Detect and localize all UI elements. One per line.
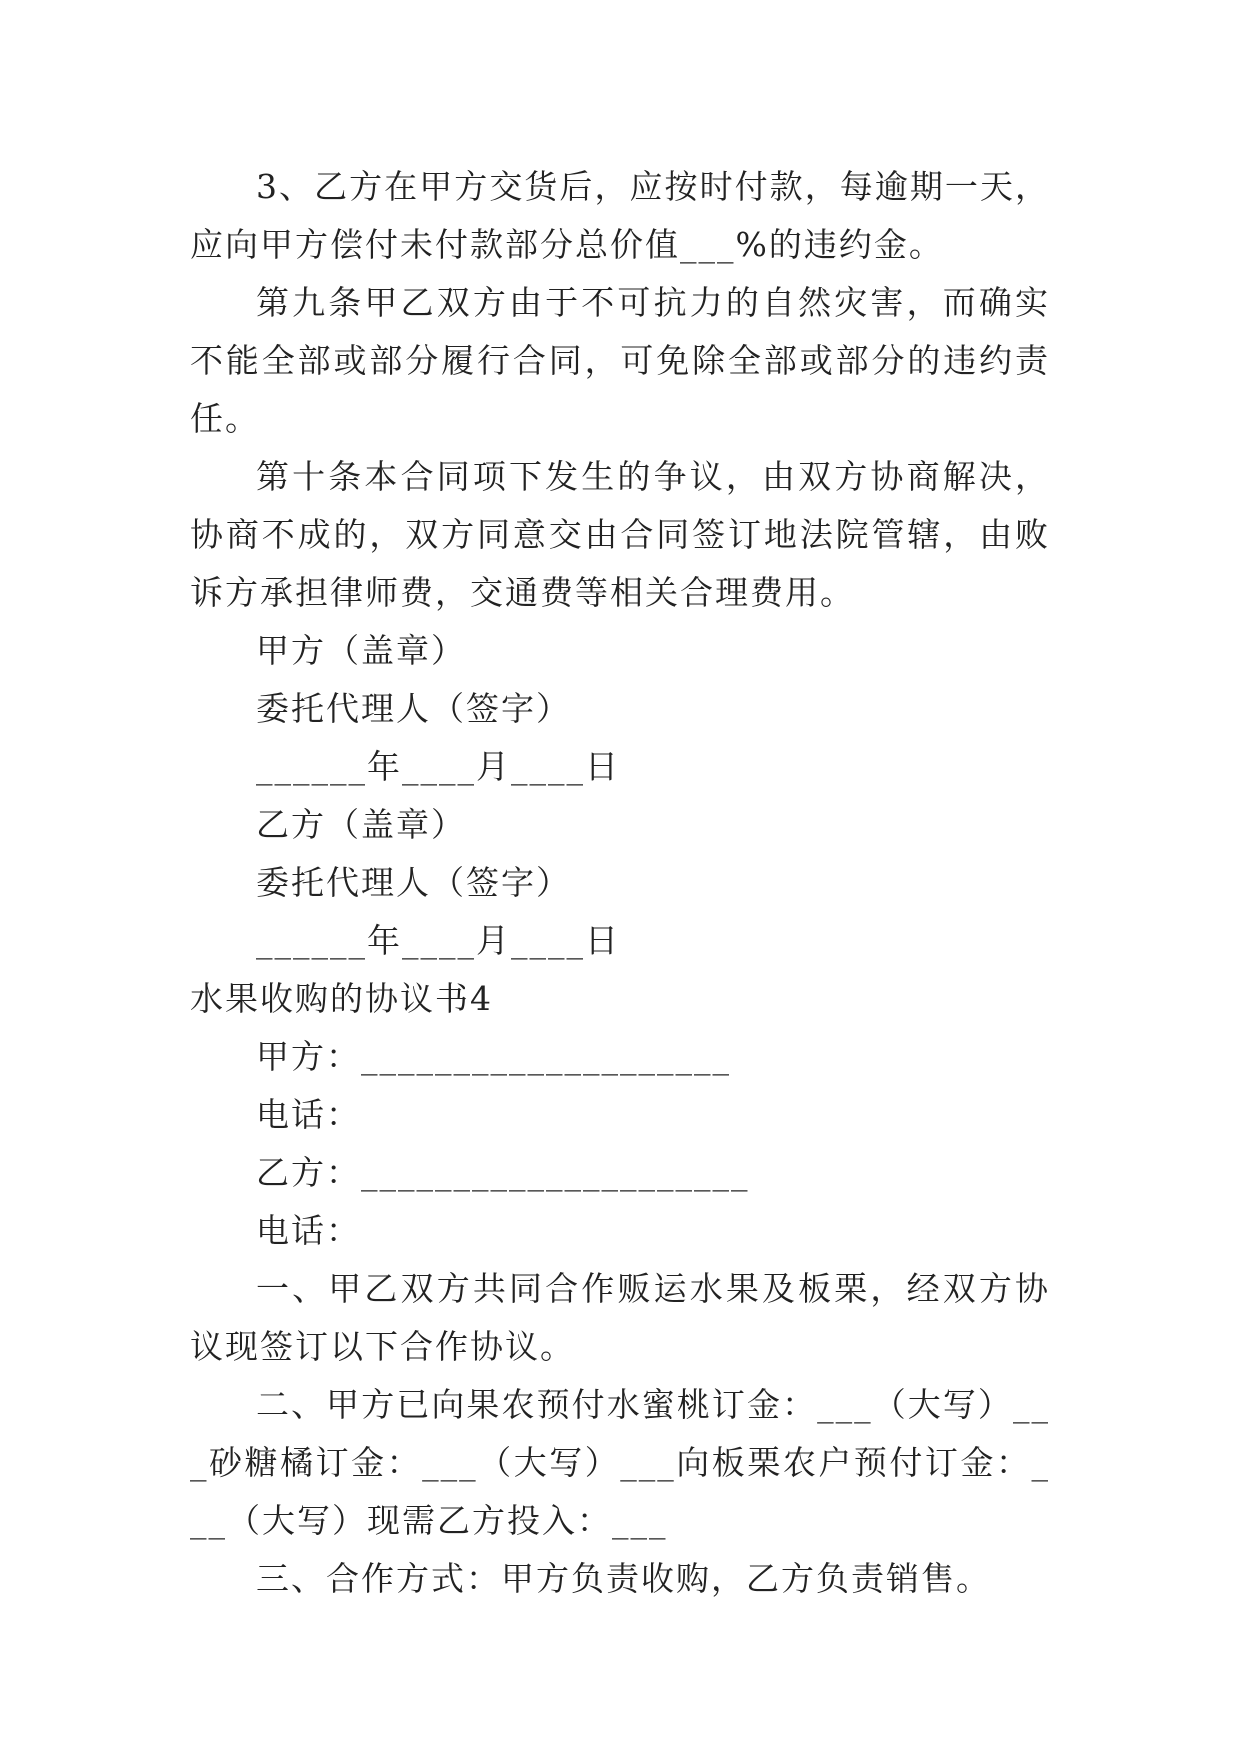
contact-party-a: 甲方：____________________ bbox=[256, 1037, 731, 1076]
party-a-agent-line: 委托代理人（签字） bbox=[256, 689, 571, 728]
party-a-date-line: ______年____月____日 bbox=[256, 747, 620, 786]
clause-1: 一、甲乙双方共同合作贩运水果及板栗，经双方协议现签订以下合作协议。 bbox=[190, 1269, 1050, 1366]
contact-party-b: 乙方：_____________________ bbox=[256, 1153, 750, 1192]
contact-party-a-phone: 电话： bbox=[256, 1095, 361, 1134]
paragraph-late-payment: 3、乙方在甲方交货后，应按时付款，每逾期一天，应向甲方偿付未付款部分总价值___%的违约金。 bbox=[190, 167, 1050, 264]
party-a-seal-line: 甲方（盖章） bbox=[256, 631, 466, 670]
section-title: 水果收购的协议书4 bbox=[190, 979, 493, 1018]
clause-3: 三、合作方式：甲方负责收购，乙方负责销售。 bbox=[256, 1559, 991, 1598]
clause-2: 二、甲方已向果农预付水蜜桃订金：___（大写）___砂糖橘订金：___（大写）___向板栗农户预付订金：___（大写）现需乙方投入：___ bbox=[190, 1385, 1050, 1540]
paragraph-article-9: 第九条甲乙双方由于不可抗力的自然灾害，而确实不能全部或部分履行合同，可免除全部或部分的违约责任。 bbox=[190, 283, 1050, 438]
party-b-seal-line: 乙方（盖章） bbox=[256, 805, 466, 844]
document-body bbox=[190, 158, 1050, 1608]
party-b-agent-line: 委托代理人（签字） bbox=[256, 863, 571, 902]
contact-party-b-phone: 电话： bbox=[256, 1211, 361, 1250]
party-b-date-line: ______年____月____日 bbox=[256, 921, 620, 960]
paragraph-article-10: 第十条本合同项下发生的争议，由双方协商解决，协商不成的，双方同意交由合同签订地法院管辖，由败诉方承担律师费，交通费等相关合理费用。 bbox=[190, 457, 1050, 612]
